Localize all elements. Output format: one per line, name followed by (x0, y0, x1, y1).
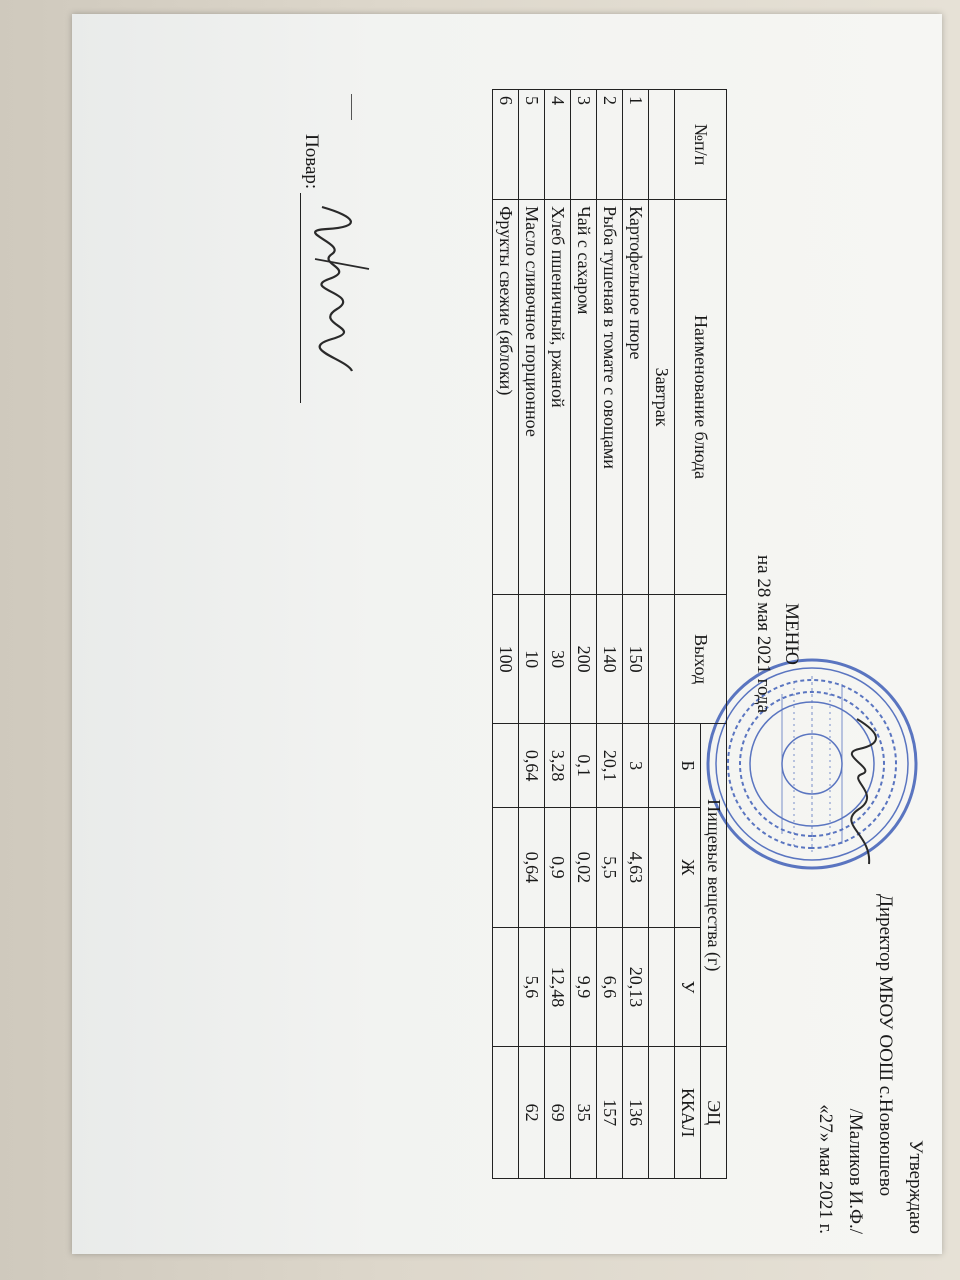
table-row (597, 90, 623, 1179)
cell-zh: 0,64 (519, 808, 545, 928)
section-empty-cell (649, 1047, 675, 1179)
cook-signature (307, 199, 377, 379)
header-b: Б (675, 724, 701, 808)
header-output: Выход (675, 595, 727, 724)
cell-output: 150 (623, 595, 649, 724)
director-name: /Маликов И.Ф./ (845, 1108, 866, 1234)
cell-num: 2 (597, 90, 623, 200)
table-row (623, 90, 649, 1179)
cell-u: 20,13 (623, 927, 649, 1047)
cell-b (493, 724, 519, 808)
cell-output: 30 (545, 595, 571, 724)
table-row (519, 90, 545, 1179)
cook-label: Повар: (301, 134, 322, 190)
cell-num: 4 (545, 90, 571, 200)
approve-label: Утверждаю (905, 1140, 926, 1234)
cell-output: 200 (571, 595, 597, 724)
header-num: №п/п (675, 90, 727, 200)
cell-u: 6,6 (597, 927, 623, 1047)
table-row (545, 90, 571, 1179)
section-empty-cell (649, 808, 675, 928)
page-subtitle: на 28 мая 2021 года (753, 554, 774, 714)
page-title: МЕНЮ (781, 603, 802, 665)
cell-b: 0,1 (571, 724, 597, 808)
cell-name: Чай с сахаром (571, 200, 597, 595)
header-kcal: ККАЛ (675, 1047, 701, 1179)
cell-u: 5,6 (519, 927, 545, 1047)
approval-date: «27» мая 2021 г. (815, 1104, 836, 1234)
header-nutrients: Пищевые вещества (г) (701, 724, 727, 1047)
section-row (649, 90, 675, 1179)
director-line: Директор МБОУ ООШ с.Новоюшево (875, 894, 896, 1197)
stamp-seal (702, 654, 922, 874)
cell-num: 1 (623, 90, 649, 200)
cell-b: 0,64 (519, 724, 545, 808)
approval-block (810, 874, 930, 1234)
cell-zh: 0,02 (571, 808, 597, 928)
cell-b: 3 (623, 724, 649, 808)
cell-kcal (493, 1047, 519, 1179)
header-name: Наименование блюда (675, 200, 727, 595)
margin-dash (351, 94, 352, 120)
cell-name: Картофельное пюре (623, 200, 649, 595)
cell-kcal: 136 (623, 1047, 649, 1179)
cell-kcal: 157 (597, 1047, 623, 1179)
cell-name: Масло сливочное порционное (519, 200, 545, 595)
director-signature (847, 714, 887, 874)
rotated-content (72, 14, 942, 1254)
cell-b: 20,1 (597, 724, 623, 808)
section-empty-cell (649, 927, 675, 1047)
cell-output: 140 (597, 595, 623, 724)
cell-zh: 5,5 (597, 808, 623, 928)
menu-table (492, 89, 727, 1179)
cell-zh: 4,63 (623, 808, 649, 928)
cell-b: 3,28 (545, 724, 571, 808)
header-energy: ЭЦ (701, 1047, 727, 1179)
section-empty-cell (649, 90, 675, 200)
cell-num: 6 (493, 90, 519, 200)
cell-output: 10 (519, 595, 545, 724)
cell-kcal: 35 (571, 1047, 597, 1179)
table-row (571, 90, 597, 1179)
section-empty-cell (649, 724, 675, 808)
header-zh: Ж (675, 808, 701, 928)
cell-num: 3 (571, 90, 597, 200)
table-header-row (701, 90, 727, 1179)
cell-u: 12,48 (545, 927, 571, 1047)
section-breakfast: Завтрак (649, 200, 675, 595)
cell-output: 100 (493, 595, 519, 724)
header-u: У (675, 927, 701, 1047)
cell-u (493, 927, 519, 1047)
cell-name: Рыба тушеная в томате с овощами (597, 200, 623, 595)
cell-name: Хлеб пшеничный, ржаной (545, 200, 571, 595)
document-page (72, 14, 942, 1254)
cell-zh (493, 808, 519, 928)
cell-name: Фрукты свежие (яблоки) (493, 200, 519, 595)
cell-zh: 0,9 (545, 808, 571, 928)
section-empty-cell (649, 595, 675, 724)
cell-num: 5 (519, 90, 545, 200)
cell-kcal: 69 (545, 1047, 571, 1179)
cell-kcal: 62 (519, 1047, 545, 1179)
cell-u: 9,9 (571, 927, 597, 1047)
table-row (493, 90, 519, 1179)
